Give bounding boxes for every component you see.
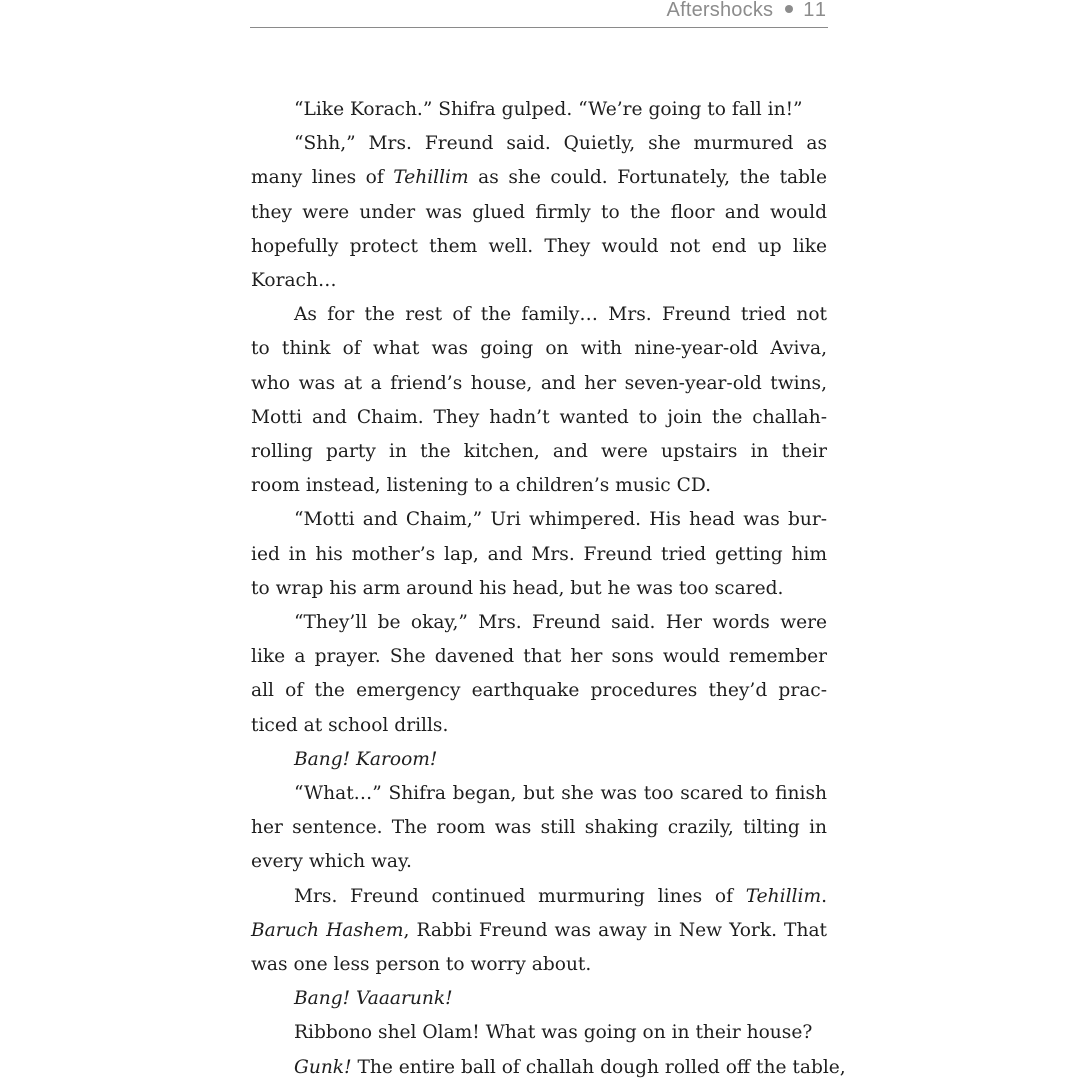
text-run: Ribbono shel Olam! What was going on in their house? <box>294 1022 813 1044</box>
body-text <box>251 93 846 1080</box>
text-line <box>251 982 827 1016</box>
text-run: many lines of <box>251 167 394 189</box>
paragraph <box>251 606 827 743</box>
text-run: ticed at school drills. <box>251 714 449 736</box>
header-bullet-icon <box>785 5 793 13</box>
paragraph <box>251 1016 827 1050</box>
text-run: Motti and Chaim. They hadn’t wanted to join the challah- <box>251 406 827 428</box>
paragraph <box>251 298 827 503</box>
header-page-number: 11 <box>803 0 828 21</box>
text-line <box>251 914 827 948</box>
text-run: like a prayer. She davened that her sons would remember <box>251 646 827 668</box>
italic-text: Tehillim <box>393 167 469 189</box>
paragraph <box>251 503 827 606</box>
text-run: to wrap his arm around his head, but he was too scared. <box>251 577 784 599</box>
text-line <box>251 743 827 777</box>
text-run: As for the rest of the family… Mrs. Freund tried not <box>294 304 827 326</box>
paragraph <box>251 743 827 777</box>
text-line <box>251 709 827 743</box>
text-line <box>251 127 827 161</box>
text-run: “Like Korach.” Shifra gulped. “We’re going to fall in!” <box>294 99 803 120</box>
text-line <box>251 1016 827 1050</box>
italic-text: Bang! Karoom! <box>294 748 438 770</box>
text-run: as she could. Fortunately, the table <box>468 167 827 189</box>
text-line <box>251 93 827 127</box>
text-run: was one less person to worry about. <box>251 954 592 976</box>
text-line <box>251 161 827 195</box>
text-line <box>251 367 827 401</box>
text-run: they were under was glued firmly to the floor and would <box>251 201 827 223</box>
paragraph <box>251 93 827 127</box>
text-line <box>251 332 827 366</box>
text-run: all of the emergency earthquake procedures they’d prac- <box>251 680 827 702</box>
paragraph <box>251 880 827 983</box>
text-run: Mrs. Freund continued murmuring lines of <box>294 885 746 907</box>
italic-text: Gunk! <box>294 1056 352 1078</box>
text-line <box>251 880 827 914</box>
text-line <box>251 640 827 674</box>
paragraph <box>251 982 827 1016</box>
header-book-title: Aftershocks <box>666 0 774 21</box>
text-line <box>251 1051 846 1080</box>
paragraph <box>251 777 827 880</box>
text-run: rolling party in the kitchen, and were upstairs in their <box>251 441 827 463</box>
text-line <box>251 538 827 572</box>
text-line <box>251 435 827 469</box>
text-line <box>251 196 827 230</box>
text-run: . <box>821 885 827 907</box>
text-run: to think of what was going on with nine-year-old Aviva, <box>251 338 827 360</box>
paragraph <box>251 1051 846 1080</box>
text-run: “They’ll be okay,” Mrs. Freund said. Her words were <box>294 612 827 634</box>
text-run: Korach… <box>251 270 337 292</box>
text-line <box>251 811 827 845</box>
paragraph <box>251 127 827 298</box>
text-run: “What…” Shifra began, but she was too scared to finish <box>294 783 827 805</box>
text-run: “Motti and Chaim,” Uri whimpered. His head was bur- <box>294 509 827 531</box>
running-header <box>250 0 828 28</box>
text-run: her sentence. The room was still shaking crazily, tilting in <box>251 817 827 839</box>
text-run: room instead, listening to a children’s music CD. <box>251 475 711 497</box>
text-line <box>251 674 827 708</box>
text-run: hopefully protect them well. They would not end up like <box>251 235 827 257</box>
text-line <box>251 264 827 298</box>
text-line <box>251 572 827 606</box>
text-run: The entire ball of challah dough rolled off the table, <box>351 1056 846 1078</box>
text-line <box>251 230 827 264</box>
italic-text: Bang! Vaaarunk! <box>294 988 453 1010</box>
text-line <box>251 469 827 503</box>
text-line <box>251 777 827 811</box>
text-run: ied in his mother’s lap, and Mrs. Freund tried getting him <box>251 543 827 565</box>
text-line <box>251 401 827 435</box>
italic-text: Baruch Hashem <box>251 919 404 941</box>
text-run: every which way. <box>251 851 412 873</box>
text-run: “Shh,” Mrs. Freund said. Quietly, she murmured as <box>294 133 827 155</box>
text-line <box>251 606 827 640</box>
text-line <box>251 503 827 537</box>
text-line <box>251 948 827 982</box>
text-line <box>251 845 827 879</box>
text-line <box>251 298 827 332</box>
text-run: , Rabbi Freund was away in New York. That <box>403 919 827 941</box>
italic-text: Tehillim <box>745 885 822 907</box>
text-run: who was at a friend’s house, and her seven-year-old twins, <box>251 372 827 394</box>
